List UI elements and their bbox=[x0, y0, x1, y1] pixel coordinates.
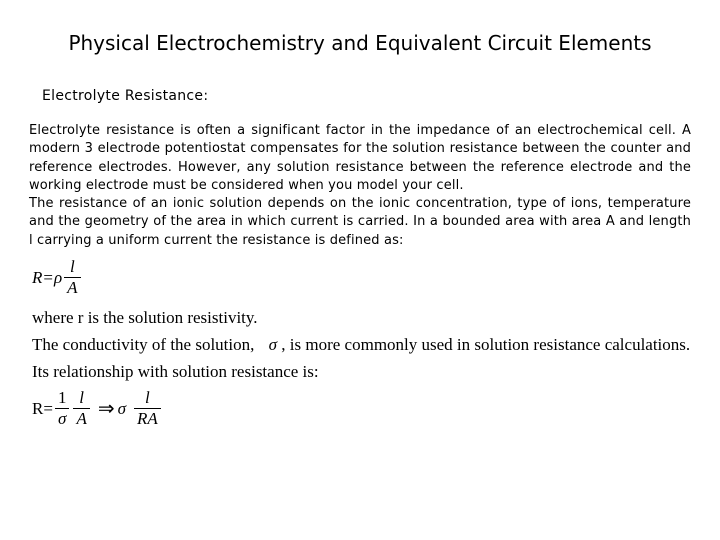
implies-arrow-icon: ⇒ bbox=[97, 398, 115, 420]
formula-rho: ρ bbox=[53, 267, 63, 287]
paragraph: Electrolyte resistance is often a significant factor in the impedance of an electrochemical cell. A modern 3 electrode potentiostat compensates for the solution resistance between the counter and reference electrodes. However, any solution resistance between the reference electrode and the working electrode must be considered when you model your cell. bbox=[29, 123, 691, 193]
fraction bbox=[64, 258, 80, 297]
fraction-numerator: l bbox=[79, 388, 84, 407]
fraction-denominator: RA bbox=[134, 408, 161, 428]
fraction-numerator: 1 bbox=[57, 388, 67, 407]
conductivity-text-pre: The conductivity of the solution, bbox=[32, 335, 255, 354]
formula-sigma: σ bbox=[117, 398, 126, 418]
fraction-denominator: A bbox=[73, 408, 89, 428]
resistivity-line: where r is the solution resistivity. bbox=[32, 308, 258, 327]
fraction-numerator: l bbox=[69, 257, 75, 276]
paragraph: The resistance of an ionic solution depends on the ionic concentration, type of ions, temperature and the geometry of the area in which current is carried. In a bounded area with area A and length l carrying a uniform current the resistance is defined as: bbox=[29, 196, 691, 248]
fraction bbox=[134, 389, 161, 428]
fraction-denominator: σ bbox=[55, 408, 69, 428]
fraction bbox=[73, 389, 89, 428]
conductivity-line bbox=[32, 335, 690, 355]
sigma-symbol: σ bbox=[268, 335, 278, 354]
section-heading: Electrolyte Resistance: bbox=[42, 88, 209, 104]
formula-equals: = bbox=[43, 267, 53, 287]
formula-lhs: R bbox=[32, 267, 43, 287]
body-text bbox=[29, 122, 691, 250]
formula-lhs: R= bbox=[32, 398, 53, 418]
slide-title: Physical Electrochemistry and Equivalent Circuit Elements bbox=[68, 31, 652, 55]
fraction-numerator: l bbox=[145, 388, 150, 407]
resistance-formula bbox=[32, 258, 83, 297]
relationship-line: Its relationship with solution resistance is: bbox=[32, 362, 319, 381]
conductivity-formula bbox=[32, 389, 163, 428]
conductivity-text-post: , is more commonly used in solution resistance calculations. bbox=[281, 335, 691, 354]
fraction-denominator: A bbox=[64, 277, 80, 297]
fraction bbox=[55, 389, 70, 428]
